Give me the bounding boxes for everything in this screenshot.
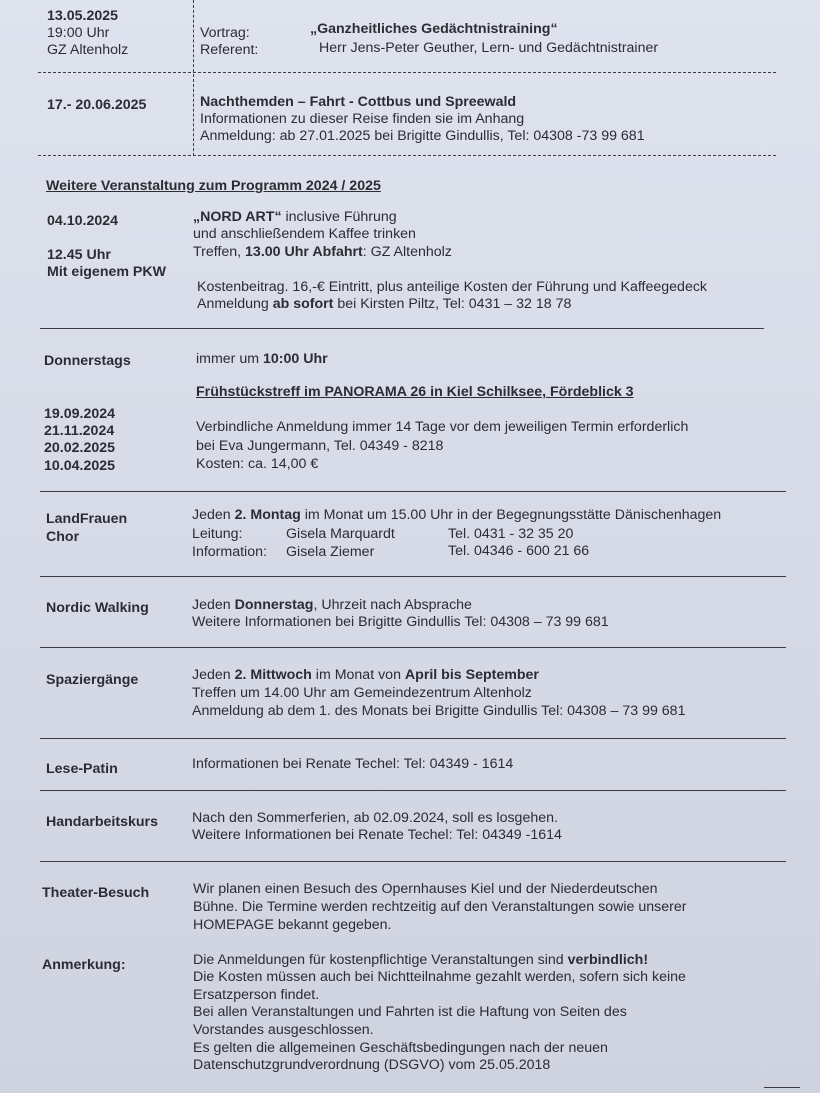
nordart-cost: Kostenbeitrag. 16,-€ Eintritt, plus anteilige Kosten der Führung und Kaffeegedeck <box>197 279 708 295</box>
chor-line1 <box>192 507 721 524</box>
anmerkung-line4: Bei allen Veranstaltungen und Fahrten ist die Haftung von Seiten des <box>193 1004 627 1020</box>
spazier-period: April bis September <box>404 667 539 683</box>
vortrag-date: 13.05.2025 <box>47 8 119 24</box>
divider-dashed <box>38 72 776 73</box>
fahrt-info: Informationen zu dieser Reise finden sie im Anhang <box>200 111 525 127</box>
vortrag-time: 19:00 Uhr <box>47 25 110 41</box>
fruehstueck-date-3: 20.02.2025 <box>44 440 116 456</box>
walking-line1 <box>192 597 472 614</box>
fruehstueck-title: Frühstückstreff im PANORAMA 26 in Kiel Schilksee, Fördeblick 3 <box>196 384 634 400</box>
chor-where: im Monat um 15.00 Uhr in der Begegnungsstätte Dänischenhagen <box>300 507 722 523</box>
anmerkung-line3: Ersatzperson findet. <box>193 987 320 1003</box>
vortrag-title: „Ganzheitliches Gedächtnistraining“ <box>310 21 558 37</box>
divider <box>40 576 786 577</box>
nordart-reg-contact: bei Kirsten Piltz, Tel: 0431 – 32 18 78 <box>333 296 572 312</box>
fahrt-title: Nachthemden – Fahrt - Cottbus und Spreewald <box>200 94 517 110</box>
handarbeit-label: Handarbeitskurs <box>46 814 158 830</box>
vortrag-speaker: Herr Jens-Peter Geuther, Lern- und Gedächtnistrainer <box>319 40 659 56</box>
fruehstueck-time: 10:00 Uhr <box>263 351 328 367</box>
nordart-mode: Mit eigenem PKW <box>47 264 167 280</box>
anmerkung-label: Anmerkung: <box>42 957 126 973</box>
nordart-registration <box>197 296 571 313</box>
spazier-line2: Treffen um 14.00 Uhr am Gemeindezentrum Altenholz <box>192 685 532 701</box>
fruehstueck-label: Donnerstags <box>44 353 131 369</box>
theater-line1: Wir planen einen Besuch des Opernhauses Kiel und der Niederdeutschen <box>193 881 658 897</box>
spazier-line3: Anmeldung ab dem 1. des Monats bei Brigitte Gindullis Tel: 04308 – 73 99 681 <box>192 703 686 719</box>
nordart-meet: Treffen, <box>193 244 246 260</box>
lese-line1: Informationen bei Renate Techel: Tel: 04349 - 1614 <box>192 756 514 772</box>
divider-dashed <box>38 155 776 156</box>
spazier-day: 2. Mittwoch <box>234 667 312 683</box>
vortrag-place: GZ Altenholz <box>47 42 129 58</box>
section-heading: Weitere Veranstaltung zum Programm 2024 / 2025 <box>46 178 381 194</box>
anmerkung-line7: Datenschutzgrundverordnung (DSGVO) vom 25.05.2018 <box>193 1057 551 1073</box>
walking-every: Jeden <box>192 597 235 613</box>
anmerkung-line1 <box>193 952 648 969</box>
anmerkung-line5: Vorstandes ausgeschlossen. <box>193 1022 374 1038</box>
nordart-time: 12.45 Uhr <box>47 247 111 263</box>
nordart-title-line <box>193 209 397 226</box>
fruehstueck-when <box>196 351 328 368</box>
vortrag-type-label: Vortrag: <box>200 25 250 41</box>
vortrag-speaker-label: Referent: <box>200 42 259 58</box>
nordart-line2: und anschließendem Kaffee trinken <box>193 226 416 242</box>
chor-lead-label: Leitung: <box>192 526 243 542</box>
anmerkung-binding-prefix: Die Anmeldungen für kostenpflichtige Veranstaltungen sind <box>193 952 568 968</box>
nordart-line3 <box>193 244 452 261</box>
fruehstueck-line3: Kosten: ca. 14,00 € <box>196 456 319 472</box>
theater-line2: Bühne. Die Termine werden rechtzeitig auf den Veranstaltungen sowie unserer <box>193 899 687 915</box>
spazier-label: Spaziergänge <box>46 672 139 688</box>
divider <box>40 647 786 648</box>
nordart-meet-place: : GZ Altenholz <box>362 244 452 260</box>
handarbeit-line1: Nach den Sommerferien, ab 02.09.2024, soll es losgehen. <box>192 810 558 826</box>
divider <box>40 491 786 492</box>
fruehstueck-date-4: 10.04.2025 <box>44 458 116 474</box>
divider <box>40 738 786 739</box>
spazier-line1 <box>192 667 539 684</box>
fahrt-date: 17.- 20.06.2025 <box>47 97 147 113</box>
chor-every: Jeden <box>192 507 235 523</box>
walking-label: Nordic Walking <box>46 600 149 616</box>
fruehstueck-when-prefix: immer um <box>196 351 263 367</box>
chor-info-label: Information: <box>192 544 267 560</box>
divider <box>40 328 764 329</box>
walking-time-note: , Uhrzeit nach Absprache <box>313 597 472 613</box>
nordart-reg-now: ab sofort <box>272 296 334 312</box>
chor-lead-name: Gisela Marquardt <box>286 526 395 542</box>
anmerkung-line2: Die Kosten müssen auch bei Nichtteilnahme gezahlt werden, sofern sich keine <box>193 969 686 985</box>
chor-lead-tel: Tel. 0431 - 32 35 20 <box>448 526 574 542</box>
anmerkung-binding: verbindlich! <box>567 952 649 968</box>
divider-short <box>764 1087 800 1088</box>
nordart-departure: 13.00 Uhr Abfahrt <box>245 244 363 260</box>
lese-label: Lese-Patin <box>46 761 118 777</box>
nordart-date: 04.10.2024 <box>47 213 119 229</box>
divider <box>40 861 786 862</box>
fruehstueck-date-1: 19.09.2024 <box>44 406 116 422</box>
anmerkung-line6: Es gelten die allgemeinen Geschäftsbedingungen nach der neuen <box>193 1040 608 1056</box>
spazier-period-prefix: im Monat von <box>311 667 405 683</box>
chor-label-1: LandFrauen <box>46 511 128 527</box>
handarbeit-line2: Weitere Informationen bei Renate Techel: Tel: 04349 -1614 <box>192 827 562 843</box>
fruehstueck-line1: Verbindliche Anmeldung immer 14 Tage vor dem jeweiligen Termin erforderlich <box>196 419 689 435</box>
walking-line2: Weitere Informationen bei Brigitte Gindullis Tel: 04308 – 73 99 681 <box>192 614 609 630</box>
fruehstueck-date-2: 21.11.2024 <box>44 423 115 439</box>
theater-line3: HOMEPAGE bekannt gegeben. <box>193 917 392 933</box>
theater-label: Theater-Besuch <box>42 885 150 901</box>
nordart-reg-prefix: Anmeldung <box>197 296 273 312</box>
chor-info-name: Gisela Ziemer <box>286 544 375 560</box>
nordart-title-rest: inclusive Führung <box>281 209 397 225</box>
fahrt-registration: Anmeldung: ab 27.01.2025 bei Brigitte Gindullis, Tel: 04308 -73 99 681 <box>200 128 645 144</box>
divider <box>40 790 786 791</box>
table-vertical-divider <box>193 0 194 156</box>
walking-day: Donnerstag <box>234 597 314 613</box>
chor-day: 2. Montag <box>234 507 301 523</box>
nordart-title: „NORD ART“ <box>193 209 282 225</box>
fruehstueck-line2: bei Eva Jungermann, Tel. 04349 - 8218 <box>196 438 444 454</box>
chor-label-2: Chor <box>46 529 80 545</box>
chor-info-tel: Tel. 04346 - 600 21 66 <box>448 543 590 559</box>
spazier-every: Jeden <box>192 667 235 683</box>
